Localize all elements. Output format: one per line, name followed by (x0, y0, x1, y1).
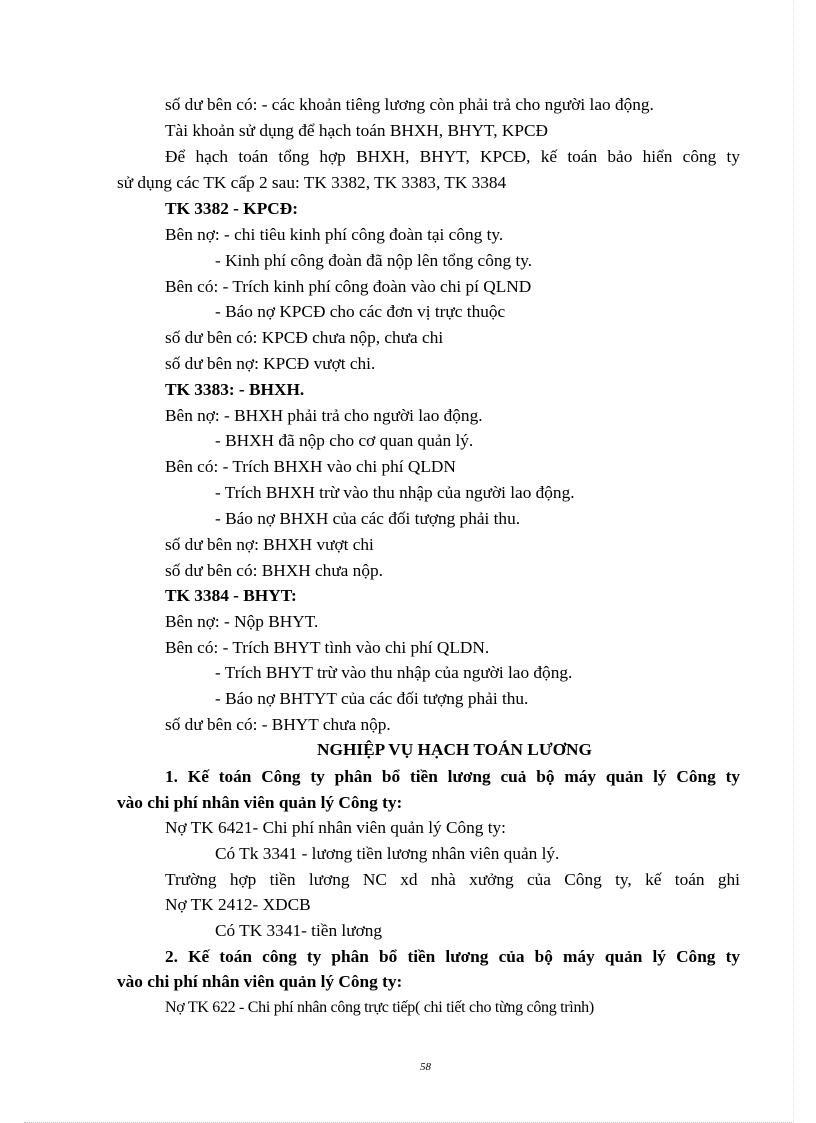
text-line: Bên có: - Trích kinh phí công đoàn vào chi pí QLND (165, 277, 532, 296)
main-heading: NGHIỆP VỤ HẠCH TOÁN LƯƠNG (317, 740, 592, 759)
numbered-heading-continued: vào chi phí nhân viên quản lý Công ty: (117, 972, 403, 991)
text-line: Nợ TK 622 - Chi phí nhân công trực tiếp( chi tiết cho từng công trình) (165, 999, 594, 1016)
text-line: - Báo nợ BHTYT của các đối tượng phải thu. (215, 689, 529, 708)
text-line: số dư bên có: - BHYT chưa nộp. (165, 715, 391, 734)
text-line: số dư bên có: - các khoản tiêng lương còn phải trả cho người lao động. (165, 95, 654, 114)
section-heading: TK 3384 - BHYT: (165, 586, 297, 605)
text-line: Bên nợ: - BHXH phải trả cho người lao động. (165, 406, 483, 425)
section-heading: TK 3382 - KPCĐ: (165, 199, 298, 218)
text-line: Nợ TK 6421- Chi phí nhân viên quản lý Công ty: (165, 818, 506, 837)
text-line: Bên nợ: - Nộp BHYT. (165, 612, 319, 631)
text-line: Tài khoản sử dụng để hạch toán BHXH, BHYT, KPCĐ (165, 121, 548, 140)
text-line: sử dụng các TK cấp 2 sau: TK 3382, TK 3383, TK 3384 (117, 173, 507, 192)
section-heading: TK 3383: - BHXH. (165, 380, 305, 399)
page-border-right (793, 0, 794, 1123)
text-line: - Trích BHXH trừ vào thu nhập của người lao động. (215, 483, 575, 502)
text-line: - Báo nợ KPCĐ cho các đơn vị trực thuộc (215, 302, 506, 321)
text-line: - Kinh phí công đoàn đã nộp lên tổng công ty. (215, 251, 533, 270)
text-line: số dư bên nợ: BHXH vượt chi (165, 535, 374, 554)
text-line: - Trích BHYT trừ vào thu nhập của người lao động. (215, 663, 573, 682)
page-number: 58 (420, 1061, 431, 1073)
text-line: Để hạch toán tổng hợp BHXH, BHYT, KPCĐ, kế toán bảo hiển công ty (165, 147, 740, 166)
text-line: Bên nợ: - chi tiêu kinh phí công đoàn tại công ty. (165, 225, 504, 244)
numbered-heading: 2. Kế toán công ty phân bổ tiền lương của bộ máy quản lý Công ty (165, 947, 740, 966)
text-line: số dư bên có: KPCĐ chưa nộp, chưa chi (165, 328, 444, 347)
text-line: Nợ TK 2412- XDCB (165, 895, 311, 914)
text-line: Bên có: - Trích BHXH vào chi phí QLDN (165, 457, 456, 476)
text-line: Có TK 3341- tiền lương (215, 921, 382, 940)
text-line: Có Tk 3341 - lương tiền lương nhân viên quản lý. (215, 844, 560, 863)
text-line: - BHXH đã nộp cho cơ quan quản lý. (215, 431, 474, 450)
text-line: số dư bên nợ: KPCĐ vượt chi. (165, 354, 376, 373)
text-line: Bên có: - Trích BHYT tình vào chi phí QLDN. (165, 638, 490, 657)
numbered-heading: 1. Kế toán Công ty phân bổ tiền lương cuả bộ máy quản lý Công ty (165, 767, 740, 786)
numbered-heading-continued: vào chi phí nhân viên quản lý Công ty: (117, 793, 403, 812)
text-line: - Báo nợ BHXH của các đối tượng phải thu. (215, 509, 521, 528)
text-line: số dư bên có: BHXH chưa nộp. (165, 561, 383, 580)
text-line: Trường hợp tiền lương NC xd nhà xưởng của Công ty, kế toán ghi (165, 870, 740, 889)
